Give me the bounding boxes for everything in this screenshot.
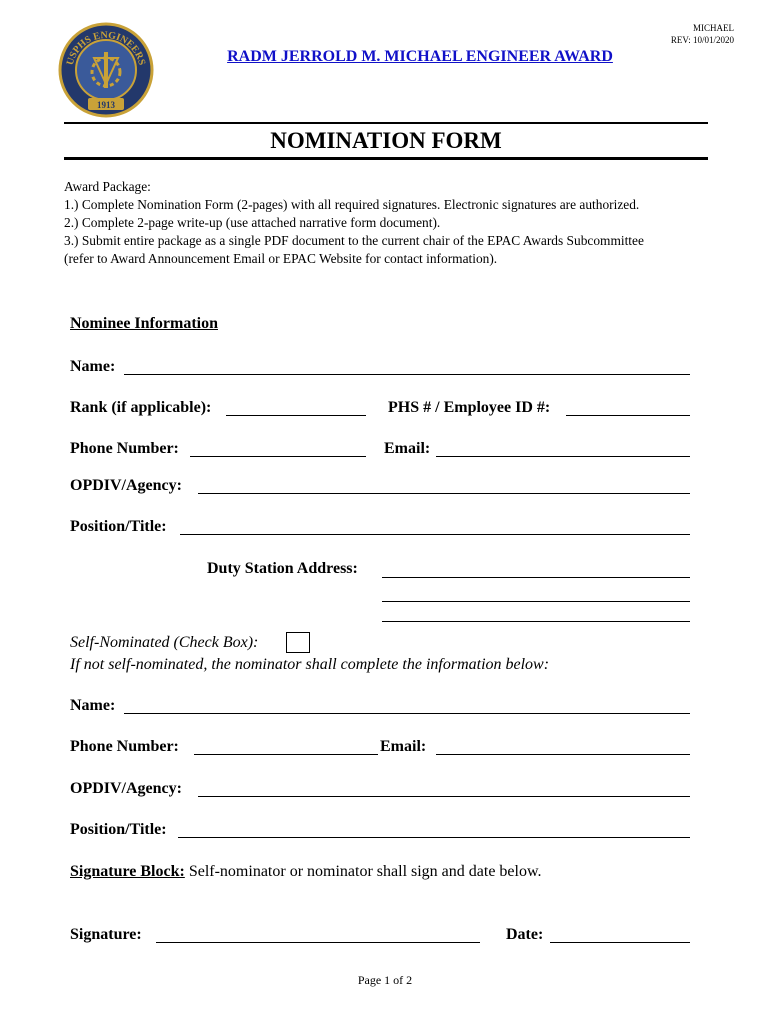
nominator-instruction: If not self-nominated, the nominator shall complete the information below: <box>70 656 550 673</box>
nominee-opdiv-field[interactable] <box>198 479 690 494</box>
award-title: RADM JERROLD M. MICHAEL ENGINEER AWARD <box>227 48 613 65</box>
instruction-line: 3.) Submit entire package as a single PDF document to the current chair of the EPAC Awards Subcommittee (refer to Award Announcement Email or EPAC Website for contact information). <box>64 233 644 266</box>
instruction-line: 1.) Complete Nomination Form (2-pages) with all required signatures. Electronic signatures are authorized. <box>64 197 640 212</box>
nominator-phone-field[interactable] <box>194 740 378 755</box>
nominee-phs-label: PHS # / Employee ID #: <box>388 399 551 416</box>
nominee-opdiv-label: OPDIV/Agency: <box>70 477 182 494</box>
nominee-email-label: Email: <box>384 440 431 457</box>
nominator-email-label: Email: <box>380 738 427 755</box>
self-nominated-checkbox[interactable] <box>286 632 310 653</box>
nominee-position-field[interactable] <box>180 520 690 535</box>
revision-date: REV: 10/01/2020 <box>670 35 734 45</box>
svg-text:1913: 1913 <box>97 100 115 110</box>
svg-text:USPHS ENGINEERS: USPHS ENGINEERS <box>64 29 148 67</box>
signature-label: Signature: <box>70 926 142 943</box>
nominator-name-label: Name: <box>70 697 116 714</box>
nominator-phone-label: Phone Number: <box>70 738 179 755</box>
date-field[interactable] <box>550 928 690 943</box>
duty-station-label: Duty Station Address: <box>207 560 358 577</box>
nominator-opdiv-label: OPDIV/Agency: <box>70 780 182 797</box>
instruction-line: 2.) Complete 2-page write-up (use attached narrative form document). <box>64 215 441 230</box>
nominator-position-label: Position/Title: <box>70 821 167 838</box>
instruction-line: Award Package: <box>64 179 151 194</box>
nominee-name-label: Name: <box>70 358 116 375</box>
nominee-position-label: Position/Title: <box>70 518 167 535</box>
form-title: NOMINATION FORM <box>270 128 502 153</box>
instructions <box>64 178 664 268</box>
nominee-phone-label: Phone Number: <box>70 440 179 457</box>
form-code: MICHAEL <box>693 23 734 33</box>
title-bottom-rule <box>64 157 708 160</box>
nominee-phone-field[interactable] <box>190 442 366 457</box>
nominee-rank-label: Rank (if applicable): <box>70 399 212 416</box>
nominee-rank-field[interactable] <box>226 401 366 416</box>
nominee-name-field[interactable] <box>124 360 690 375</box>
nominator-opdiv-field[interactable] <box>198 782 690 797</box>
nominee-email-field[interactable] <box>436 442 690 457</box>
nominator-name-field[interactable] <box>124 699 690 714</box>
date-label: Date: <box>506 926 544 943</box>
self-nominated-label: Self-Nominated (Check Box): <box>70 634 259 651</box>
duty-station-line-1[interactable] <box>382 563 690 578</box>
signature-block-heading: Signature Block: <box>70 863 185 880</box>
signature-field[interactable] <box>156 928 480 943</box>
nominee-section-heading: Nominee Information <box>70 315 218 332</box>
page-number: Page 1 of 2 <box>357 973 413 987</box>
nominator-position-field[interactable] <box>178 823 690 838</box>
duty-station-line-2[interactable] <box>382 587 690 602</box>
nominee-phs-field[interactable] <box>566 401 690 416</box>
title-top-rule <box>64 122 708 124</box>
signature-block-instruction <box>70 863 542 881</box>
signature-block-note: Self-nominator or nominator shall sign and date below. <box>184 863 542 880</box>
revision-info <box>671 22 734 46</box>
usphs-engineers-seal <box>58 22 154 118</box>
duty-station-line-3[interactable] <box>382 607 690 622</box>
nominator-email-field[interactable] <box>436 740 690 755</box>
